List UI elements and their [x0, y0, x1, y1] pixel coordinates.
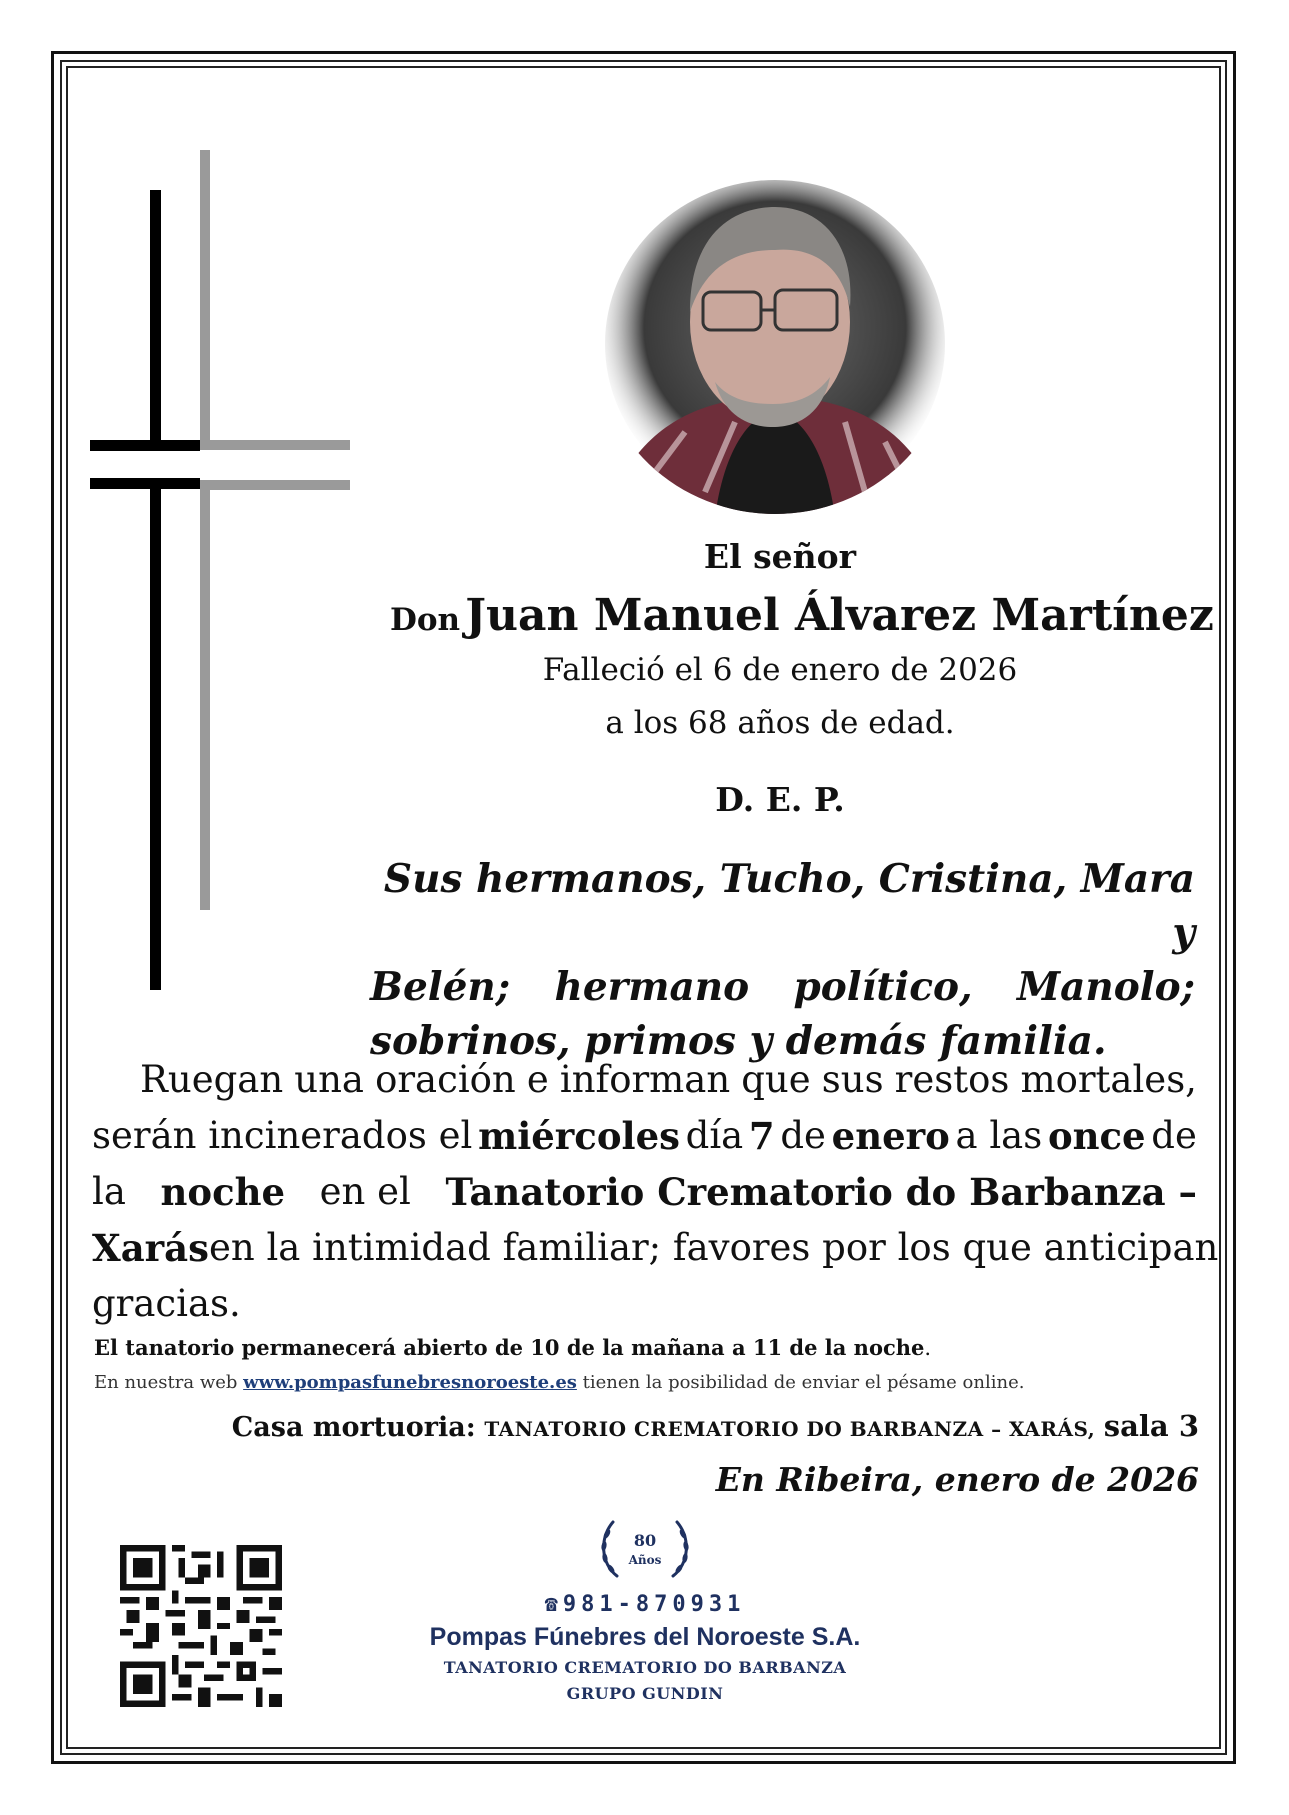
casa-place: TANATORIO CREMATORIO DO BARBANZA – XARÁS,: [484, 1417, 1096, 1441]
qr-code: [120, 1545, 282, 1707]
website-link[interactable]: www.pompasfunebresnoroeste.es: [243, 1372, 577, 1393]
signoff: En Ribeira, enero de 2026: [715, 1460, 1199, 1499]
body-text: en la intimidad familiar; favores por los que anticipan: [208, 1226, 1219, 1269]
body-text: en el: [319, 1170, 411, 1213]
opening-hours-text: El tanatorio permanecerá abierto de 10 de la mañana a 11 de la noche: [94, 1335, 925, 1360]
funeral-home-line: [94, 1409, 1199, 1443]
body-word: mortales,: [1020, 1058, 1197, 1101]
body-hour: once: [1047, 1114, 1146, 1158]
family-word: hermano: [554, 964, 750, 1010]
body-word: una: [294, 1058, 364, 1101]
anniversary-badge-icon: [595, 1508, 695, 1590]
body-word: restos: [894, 1058, 1010, 1101]
body-line-5: gracias.: [92, 1282, 241, 1325]
family-word: Belén;: [370, 964, 511, 1010]
body-month: enero: [831, 1114, 950, 1158]
body-line-4: [92, 1220, 1219, 1276]
company-name: Pompas Fúnebres del Noroeste S.A.: [429, 1623, 861, 1651]
deceased-name-line: [390, 590, 1214, 641]
body-xaras: Xarás: [92, 1226, 209, 1270]
web-before: En nuestra web: [94, 1372, 238, 1393]
body-word: informan: [559, 1058, 731, 1101]
opening-hours-end: .: [924, 1336, 932, 1360]
cross-icon: [90, 150, 350, 990]
opening-hours: [94, 1335, 1199, 1360]
body-day: miércoles: [478, 1114, 680, 1158]
badge-number: 80: [633, 1531, 657, 1550]
family-word: Manolo;: [1016, 964, 1195, 1010]
announcement-body: [92, 1052, 1219, 1332]
body-text: a las: [955, 1114, 1043, 1157]
body-noche: noche: [160, 1170, 286, 1214]
family-line-3: sobrinos, primos y demás familia.: [370, 1018, 1107, 1064]
body-word: Ruegan: [140, 1058, 284, 1101]
company-subtitle: TANATORIO CREMATORIO DO BARBANZA: [443, 1658, 847, 1677]
portrait-photo: [595, 172, 955, 517]
body-word: oración: [375, 1058, 516, 1101]
family-word: político,: [793, 964, 973, 1010]
body-text: de: [780, 1114, 826, 1157]
badge-word: Años: [628, 1553, 662, 1567]
body-word: e: [526, 1058, 549, 1101]
family-line-1: Sus hermanos, Tucho, Cristina, Mara y: [383, 856, 1195, 956]
body-line-1: [92, 1052, 1197, 1108]
age-at-death: a los 68 años de edad.: [605, 705, 955, 741]
phone-line: [430, 1592, 860, 1617]
body-text: serán incinerados el: [92, 1114, 473, 1157]
casa-label: Casa mortuoria:: [231, 1412, 476, 1443]
body-text: la: [92, 1170, 126, 1213]
honorific: Don: [390, 602, 461, 638]
company-group: GRUPO GUNDIN: [566, 1684, 724, 1703]
family-block: [370, 852, 1195, 1068]
phone-icon: ☎: [544, 1592, 563, 1617]
body-line-3: [92, 1164, 1197, 1220]
deceased-name: Juan Manuel Álvarez Martínez: [465, 590, 1214, 641]
dep-label: D. E. P.: [715, 780, 845, 819]
body-word: que: [741, 1058, 811, 1101]
body-place: Tanatorio Crematorio do Barbanza –: [445, 1170, 1197, 1214]
body-line-2: [92, 1108, 1197, 1164]
casa-room: sala 3: [1103, 1409, 1199, 1443]
body-word: sus: [821, 1058, 884, 1101]
web-note: [94, 1372, 1199, 1393]
family-line-2: [370, 960, 1195, 1014]
phone-number[interactable]: 981-870931: [562, 1592, 746, 1617]
body-text: de: [1151, 1114, 1197, 1157]
body-text: día: [685, 1114, 744, 1157]
body-day-number: 7: [748, 1114, 775, 1158]
death-date: Falleció el 6 de enero de 2026: [542, 652, 1018, 688]
web-after: tienen la posibilidad de enviar el pésame online.: [582, 1372, 1025, 1393]
title-prefix: El señor: [703, 537, 857, 576]
